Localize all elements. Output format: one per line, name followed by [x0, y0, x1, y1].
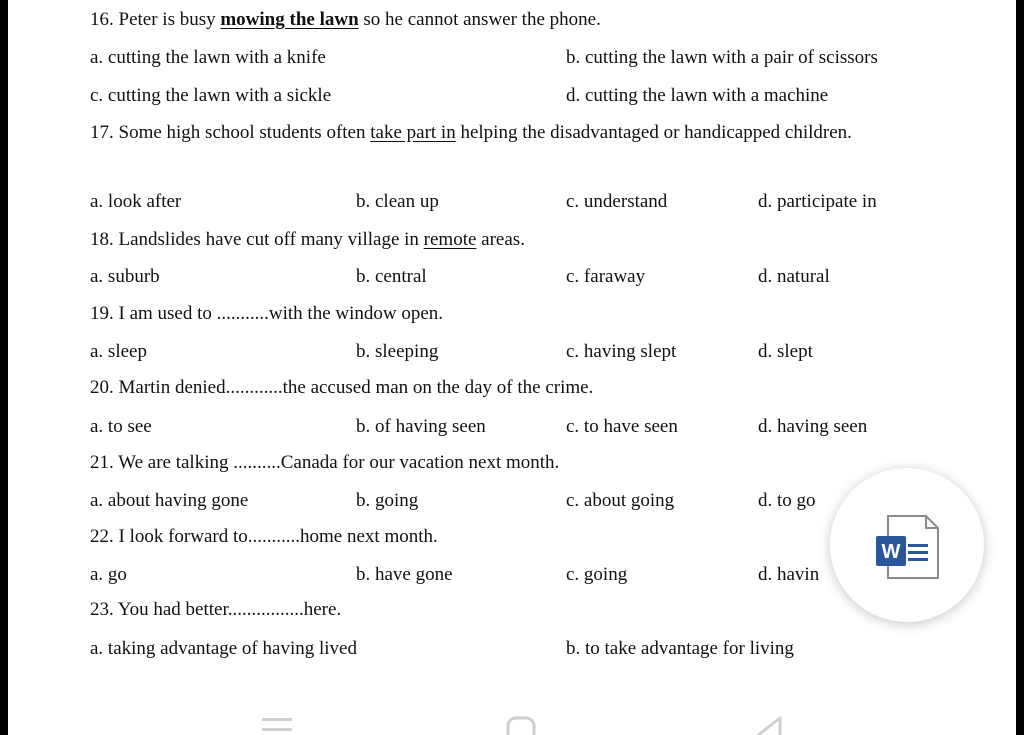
option-a: a. to see	[90, 416, 152, 437]
document-page	[8, 0, 1016, 735]
option-b: b. have gone	[356, 564, 453, 585]
menu-icon[interactable]	[256, 712, 298, 735]
option-b: b. central	[356, 266, 427, 287]
question-stem: I look forward to...........home next month.	[118, 526, 438, 547]
word-document-button[interactable]	[830, 468, 984, 622]
question-16	[90, 8, 601, 32]
highlighted-phrase: remote	[423, 229, 477, 250]
option-c: c. faraway	[566, 266, 646, 287]
question-stem: We are talking ..........Canada for our vacation next month.	[118, 452, 560, 473]
question-stem-after: areas.	[481, 229, 525, 250]
option-a: a. suburb	[90, 266, 160, 287]
option-d: d. to go	[758, 490, 816, 511]
option-a: a. look after	[90, 191, 182, 212]
option-c: c. having slept	[566, 341, 677, 362]
question-number: 18.	[90, 229, 114, 250]
question-stem-after: so he cannot answer the phone.	[363, 9, 601, 30]
question-number: 19.	[90, 303, 114, 324]
option-d: d. cutting the lawn with a machine	[566, 85, 829, 106]
option-b: b. of having seen	[356, 416, 486, 437]
question-stem: You had better................here.	[117, 599, 342, 620]
question-21	[90, 451, 559, 475]
option-d: d. participate in	[758, 191, 877, 212]
option-b: b. sleeping	[356, 341, 439, 362]
question-stem-before: Some high school students often	[118, 122, 366, 143]
question-23	[90, 598, 341, 622]
option-d: d. having seen	[758, 416, 868, 437]
question-19	[90, 302, 443, 326]
option-d: d. havin	[758, 564, 820, 585]
question-stem: I am used to ...........with the window open.	[118, 303, 444, 324]
option-a: a. go	[90, 564, 127, 585]
question-number: 17.	[90, 122, 114, 143]
question-number: 22.	[90, 526, 114, 547]
question-number: 16.	[90, 9, 114, 30]
question-number: 21.	[90, 452, 114, 473]
question-18	[90, 228, 525, 252]
option-b: b. clean up	[356, 191, 439, 212]
home-icon[interactable]	[500, 712, 542, 735]
option-a: a. sleep	[90, 341, 147, 362]
highlighted-phrase: take part in	[370, 122, 456, 143]
question-stem-after: helping the disadvantaged or handicapped children.	[460, 122, 852, 143]
option-c: c. understand	[566, 191, 668, 212]
question-17	[90, 118, 910, 148]
option-a: a. about having gone	[90, 490, 249, 511]
option-a: a. taking advantage of having lived	[90, 638, 357, 659]
option-d: d. natural	[758, 266, 830, 287]
option-c: c. about going	[566, 490, 675, 511]
option-b: b. cutting the lawn with a pair of scissors	[566, 47, 878, 68]
question-stem-before: Landslides have cut off many village in	[118, 229, 419, 250]
question-stem-before: Peter is busy	[118, 9, 216, 30]
question-stem: Martin denied............the accused man on the day of the crime.	[118, 377, 594, 398]
question-20	[90, 376, 593, 400]
option-d: d. slept	[758, 341, 813, 362]
question-22	[90, 525, 438, 549]
option-b: b. going	[356, 490, 419, 511]
word-document-icon	[830, 468, 984, 622]
question-number: 23.	[90, 599, 114, 620]
option-c: c. going	[566, 564, 628, 585]
option-c: c. to have seen	[566, 416, 678, 437]
question-number: 20.	[90, 377, 114, 398]
back-icon[interactable]	[746, 710, 788, 735]
word-badge-letter: W	[881, 541, 901, 563]
option-a: a. cutting the lawn with a knife	[90, 47, 326, 68]
highlighted-phrase: mowing the lawn	[220, 9, 359, 30]
option-c: c. cutting the lawn with a sickle	[90, 85, 332, 106]
option-b: b. to take advantage for living	[566, 638, 794, 659]
